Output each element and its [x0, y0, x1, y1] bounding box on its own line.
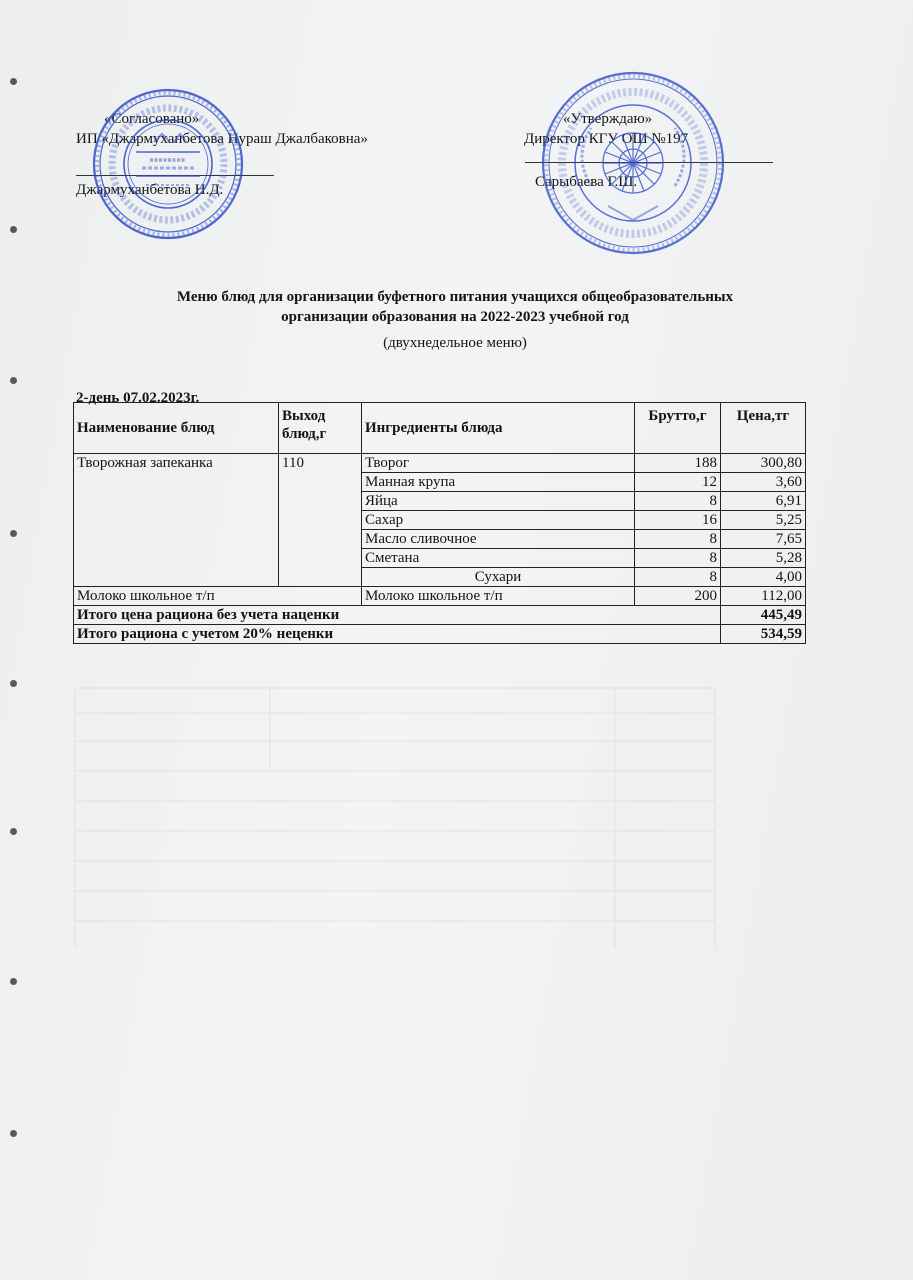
binder-hole	[10, 226, 17, 233]
brutto-cell: 200	[635, 587, 721, 606]
table-row	[74, 454, 806, 473]
brutto-cell: 8	[635, 492, 721, 511]
header-dish-name: Наименование блюд	[74, 403, 279, 454]
total-row	[74, 606, 806, 625]
dish-name-cell: Молоко школьное т/п	[74, 587, 362, 606]
binder-hole	[10, 530, 17, 537]
price-cell: 4,00	[721, 568, 806, 587]
price-cell: 3,60	[721, 473, 806, 492]
total-row	[74, 625, 806, 644]
header-price: Цена,тг	[721, 403, 806, 454]
right-approval-position: Директор КГУ ОШ №197	[524, 131, 689, 147]
binder-hole	[10, 1130, 17, 1137]
header-yield: Выход блюд,г	[279, 403, 362, 454]
left-approval-heading: «Согласовано»	[104, 111, 200, 127]
total-label: Итого рациона с учетом 20% неценки	[74, 625, 721, 644]
menu-title-line2: организации образования на 2022-2023 учебной год	[281, 309, 629, 325]
binder-hole	[10, 680, 17, 687]
binder-hole	[10, 828, 17, 835]
total-value: 445,49	[721, 606, 806, 625]
table-row	[74, 587, 806, 606]
price-cell: 5,28	[721, 549, 806, 568]
binder-hole	[10, 978, 17, 985]
day-label: 2-день 07.02.2023г.	[76, 390, 200, 406]
menu-table	[73, 402, 806, 644]
ingredient-cell: Сухари	[362, 568, 635, 587]
price-cell: 300,80	[721, 454, 806, 473]
left-approval-signature: Джармуханбетова Н.Д.	[76, 182, 224, 198]
price-cell: 112,00	[721, 587, 806, 606]
ingredient-cell: Сметана	[362, 549, 635, 568]
price-cell: 5,25	[721, 511, 806, 530]
ingredient-cell: Манная крупа	[362, 473, 635, 492]
menu-subtitle: (двухнедельное меню)	[383, 335, 527, 351]
dish-name-cell: Творожная запеканка	[74, 454, 279, 587]
brutto-cell: 8	[635, 549, 721, 568]
binder-hole	[10, 377, 17, 384]
header-brutto: Брутто,г	[635, 403, 721, 454]
ingredient-cell: Сахар	[362, 511, 635, 530]
brutto-cell: 8	[635, 530, 721, 549]
total-label: Итого цена рациона без учета наценки	[74, 606, 721, 625]
company-stamp-icon	[88, 84, 248, 244]
ingredient-cell: Яйца	[362, 492, 635, 511]
brutto-cell: 12	[635, 473, 721, 492]
left-approval-org: ИП «Джармуханбетова Нураш Джалбаковна»	[76, 131, 368, 147]
ingredient-cell: Молоко школьное т/п	[362, 587, 635, 606]
price-cell: 7,65	[721, 530, 806, 549]
brutto-cell: 188	[635, 454, 721, 473]
brutto-cell: 8	[635, 568, 721, 587]
header-ingredients: Ингредиенты блюда	[362, 403, 635, 454]
binder-hole	[10, 78, 17, 85]
ingredient-cell: Творог	[362, 454, 635, 473]
menu-title-line1: Меню блюд для организации буфетного питания учащихся общеобразовательных	[176, 289, 734, 305]
right-approval-signature: Сарыбаева Г.Ш.	[535, 174, 638, 190]
table-header-row	[74, 403, 806, 454]
ingredient-cell: Масло сливочное	[362, 530, 635, 549]
dish-yield-cell: 110	[279, 454, 362, 587]
show-through-shadow	[70, 683, 720, 953]
price-cell: 6,91	[721, 492, 806, 511]
brutto-cell: 16	[635, 511, 721, 530]
school-stamp-icon	[536, 66, 730, 260]
right-approval-heading: «Утверждаю»	[563, 111, 653, 127]
total-value: 534,59	[721, 625, 806, 644]
